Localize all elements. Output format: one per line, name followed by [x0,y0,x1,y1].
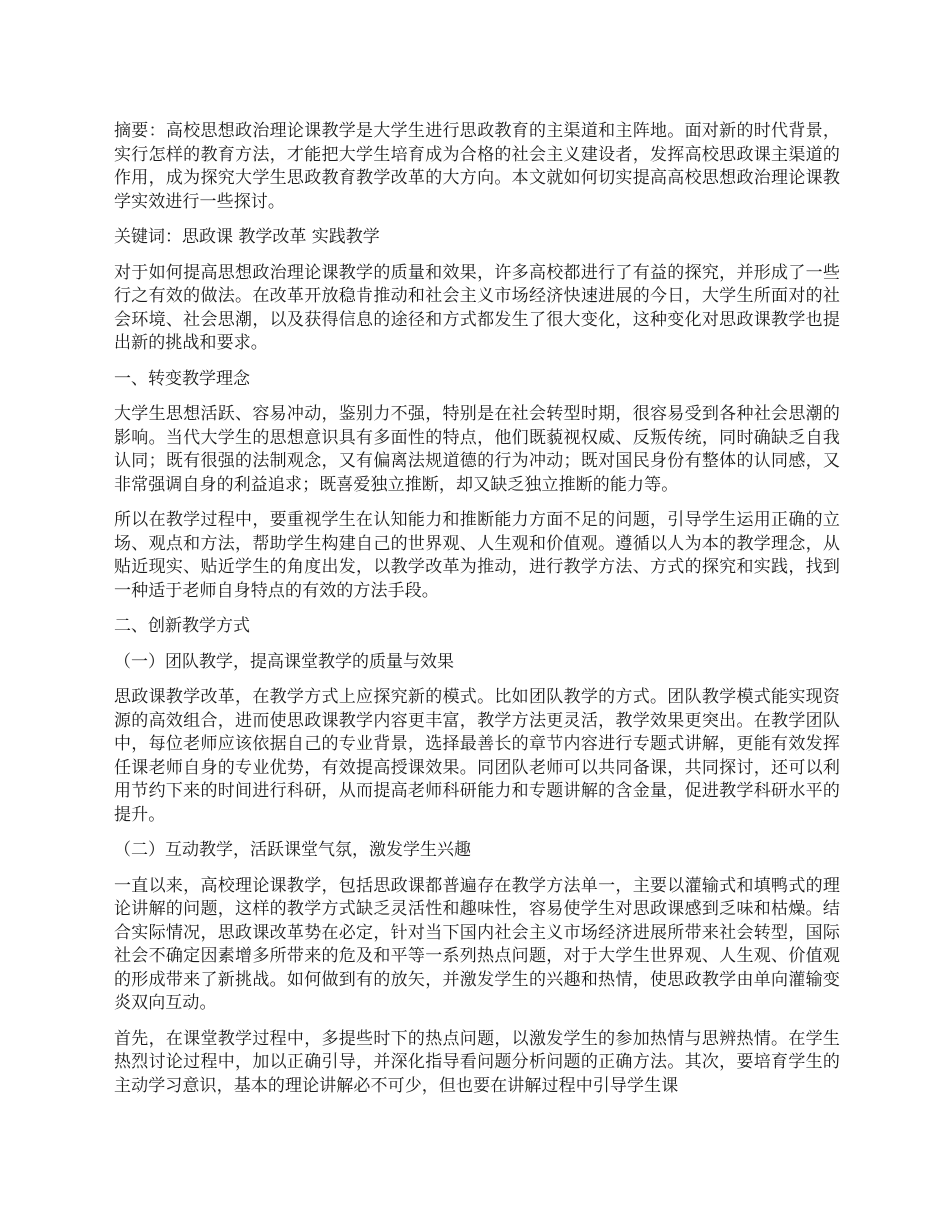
document-body [114,120,840,1110]
keywords-line: 关键词：思政课 教学改革 实践教学 [114,227,380,247]
subsection-2-paragraph-1: 一直以来，高校理论课教学，包括思政课都普遍存在教学方法单一，主要以灌输式和填鸭式的理论讲解的问题，这样的教学方式缺乏灵活性和趣味性，容易使学生对思政课感到乏味和枯燥。结合实际情况，思政课改革势在必定，针对当下国内社会主义市场经济进展所带来社会转型，国际社会不确定因素增多所带来的危及和平等一系列热点问题，对于大学生世界观、人生观、价值观的形成带来了新挑战。如何做到有的放矢，并激发学生的兴趣和热情，使思政教学由单向灌输变炎双向互动。 [114,875,840,1013]
subsection-2-paragraph-2: 首先，在课堂教学过程中，多提些时下的热点问题，以激发学生的参加热情与思辨热情。在学生热烈讨论过程中，加以正确引导，并深化指导看问题分析问题的正确方法。其次，要培育学生的主动学习意识，基本的理论讲解必不可少，但也要在讲解过程中引导学生课 [114,1028,840,1096]
abstract-paragraph: 摘要：高校思想政治理论课教学是大学生进行思政教育的主渠道和主阵地。面对新的时代背景，实行怎样的教育方法，才能把大学生培育成为合格的社会主义建设者，发挥高校思政课主渠道的作用，成为探究大学生思政教育教学改革的大方向。本文就如何切实提高高校思想政治理论课教学实效进行一些探讨。 [114,121,840,212]
subsection-2-heading: （二）互动教学，活跃课堂气氛，激发学生兴趣 [114,840,471,860]
section-1-paragraph-1: 大学生思想活跃、容易冲动，鉴别力不强，特别是在社会转型时期，很容易受到各种社会思潮的影响。当代大学生的思想意识具有多面性的特点，他们既藐视权威、反叛传统，同时确缺乏自我认同；既有很强的法制观念，又有偏离法规道德的行为冲动；既对国民身份有整体的认同感，又非常强调自身的利益追求；既喜爱独立推断，却又缺乏独立推断的能力等。 [114,404,840,495]
subsection-1-paragraph: 思政课教学改革，在教学方式上应探究新的模式。比如团队教学的方式。团队教学模式能实现资源的高效组合，进而使思政课教学内容更丰富，教学方法更灵活，教学效果更突出。在教学团队中，每位老师应该依据自己的专业背景，选择最善长的章节内容进行专题式讲解，更能有效发挥任课老师自身的专业优势，有效提高授课效果。同团队老师可以共同备课，共同探讨，还可以利用节约下来的时间进行科研，从而提高老师科研能力和专题讲解的含金量，促进教学科研水平的提升。 [114,687,840,825]
subsection-1-heading: （一）团队教学，提高课堂教学的质量与效果 [114,651,454,672]
section-1-paragraph-2: 所以在教学过程中，要重视学生在认知能力和推断能力方面不足的问题，引导学生运用正确的立场、观点和方法，帮助学生构建自己的世界观、人生观和价值观。遵循以人为本的教学理念，从贴近现实、贴近学生的角度出发，以教学改革为推动，进行教学方法、方式的探究和实践，找到一种适于老师自身特点的有效的方法手段。 [114,510,840,601]
intro-paragraph: 对于如何提高思想政治理论课教学的质量和效果，许多高校都进行了有益的探究，并形成了一些行之有效的做法。在改革开放稳肯推动和社会主义市场经济快速进展的今日，大学生所面对的社会环境、社会思潮，以及获得信息的途径和方式都发生了很大变化，这种变化对思政课教学也提出新的挑战和要求。 [114,262,840,353]
section-2-heading: 二、创新教学方式 [114,616,250,636]
section-1-heading: 一、转变教学理念 [114,368,250,389]
